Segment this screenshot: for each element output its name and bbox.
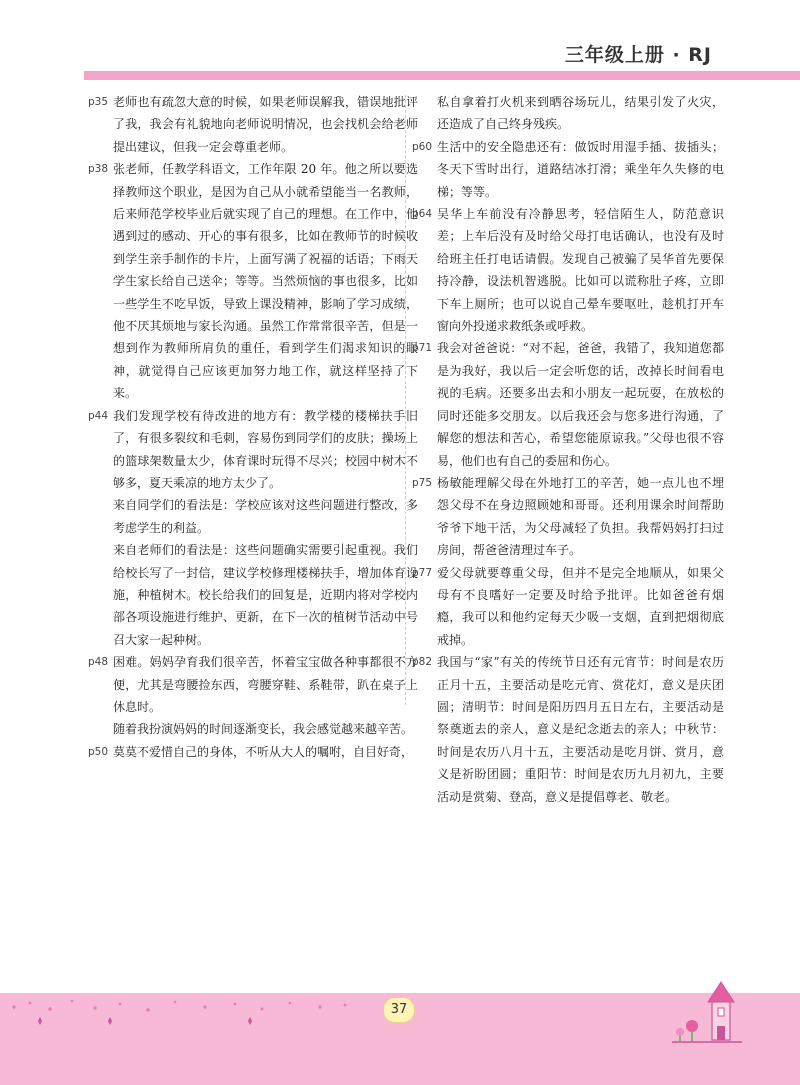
answer-entry-p38 bbox=[88, 158, 418, 404]
answer-text: 来自同学们的看法是：学校应该对这些问题进行整改，多考虑学生的利益。 bbox=[113, 498, 418, 535]
header-bar bbox=[84, 71, 800, 80]
answer-text: 困难。妈妈孕育我们很辛苦，怀着宝宝做各种事都很不方便，尤其是弯腰捡东西，弯腰穿鞋、系鞋带，趴在桌子上休息时。 bbox=[113, 655, 418, 714]
answer-text: 随着我扮演妈妈的时间逐渐变长，我会感觉越来越辛苦。 bbox=[113, 722, 414, 737]
page-ref: p77 bbox=[412, 566, 433, 579]
answer-entry-p77 bbox=[412, 562, 724, 652]
answer-text: 私自拿着打火机来到晒谷场玩儿，结果引发了火灾，还造成了自己终身残疾。 bbox=[437, 95, 724, 132]
answer-entry-p35 bbox=[88, 91, 418, 158]
page-number-badge: 37 bbox=[383, 997, 415, 1023]
answer-text: 老师也有疏忽大意的时候，如果老师误解我，错误地批评了我，我会有礼貌地向老师说明情况，也会找机会给老师提出建议，但我一定会尊重老师。 bbox=[113, 95, 418, 154]
answer-text: 杨敏能理解父母在外地打工的辛苦，她一点儿也不埋怨父母不在身边照顾她和哥哥。还利用课余时间帮助爷爷下地干活，为父母减轻了负担。我帮妈妈打扫过房间，帮爸爸清理过车子。 bbox=[437, 475, 724, 558]
answer-text: 我国与“家”有关的传统节日还有元宵节：时间是农历正月十五，主要活动是吃元宵、赏花灯，意义是庆团圆；清明节：时间是阳历四月五日左右，主要活动是祭奠逝去的亲人，意义是纪念逝去的亲人；中秋节：时间是农历八月十五，主要活动是吃月饼、赏月，意义是祈盼团圆；重阳节：时间是农历九月初九，主要活动是赏菊、登高，意义是提倡尊老、敬老。 bbox=[437, 655, 724, 804]
answer-entry-p44 bbox=[88, 405, 418, 651]
sparkle-dots-decoration bbox=[0, 995, 360, 1025]
answer-entry-p60 bbox=[412, 136, 724, 203]
answer-text: 生活中的安全隐患还有：做饭时用湿手插、拔插头；冬天下雪时出行，道路结冰打滑；乘坐年久失修的电梯；等等。 bbox=[437, 139, 724, 199]
answer-text: 爱父母就要尊重父母，但并不是完全地顺从，如果父母有不良嗜好一定要及时给予批评。比如爸爸有烟瘾，我可以和他约定每天少吸一支烟，直到把烟彻底戒掉。 bbox=[437, 565, 724, 647]
answer-entry-p50-cont bbox=[412, 91, 724, 136]
answer-entry-p71 bbox=[412, 337, 724, 471]
column-divider bbox=[405, 95, 406, 705]
page-ref: p44 bbox=[88, 409, 109, 422]
page-ref: p38 bbox=[88, 163, 109, 176]
header-title: 三年级上册 · RJ bbox=[564, 44, 712, 66]
page-ref: p82 bbox=[412, 656, 433, 669]
answer-text: 张老师，任教学科语文，工作年限 20 年。他之所以要选择教师这个职业，是因为自己从小就希望能当一名教师，后来师范学校毕业后就实现了自己的理想。在工作中，他遇到过的感动、开心的事有很多，比如在教师节的时候收到学生亲手制作的卡片，上面写满了祝福的话语；下雨天学生家长给自己送伞；等等。当然烦恼的事也很多，比如一些学生不吃早饭，导致上课没精神，影响了学习成绩，他不厌其烦地与家长沟通。虽然工作常常很辛苦，但是一想到作为教师所肩负的重任，看到学生们渴求知识的眼神，就觉得自己应该更加努力地工作，就这样坚持了下来。 bbox=[113, 162, 418, 401]
answer-entry-p82 bbox=[412, 651, 724, 808]
page-ref: p35 bbox=[88, 96, 109, 108]
castle-tower-decoration bbox=[672, 978, 742, 1048]
left-column bbox=[88, 91, 418, 763]
page-ref: p64 bbox=[412, 208, 433, 221]
page-ref: p75 bbox=[412, 476, 433, 489]
answer-text: 我们发现学校有待改进的地方有：教学楼的楼梯扶手旧了，有很多裂纹和毛刺，容易伤到同学们的皮肤；操场上的篮球架数量太少，体育课时玩得不尽兴；校园中树木不够多，夏天乘凉的地方太少了。 bbox=[113, 408, 418, 490]
page-ref: p60 bbox=[412, 140, 433, 153]
answer-text: 吴华上车前没有冷静思考，轻信陌生人，防范意识差；上车后没有及时给父母打电话确认，也没有及时给班主任打电话请假。发现自己被骗了吴华首先要保持冷静，设法机智逃脱。比如可以谎称肚子疼，立即下车上厕所；也可以说自己晕车要呕吐，趁机打开车窗向外投递求救纸条或呼救。 bbox=[437, 207, 724, 334]
right-column bbox=[412, 91, 724, 808]
answer-entry-p64 bbox=[412, 203, 724, 337]
answer-text: 我会对爸爸说：“对不起，爸爸，我错了，我知道您都是为我好，我以后一定会听您的话，改掉长时间看电视的毛病。还要多出去和小朋友一起玩耍，在放松的同时还能多交朋友。以后我还会与您多进行沟通，了解您的想法和苦心，希望您能原谅我。”父母也很不容易，他们也有自己的委屈和伤心。 bbox=[437, 341, 724, 468]
page-ref: p50 bbox=[88, 745, 109, 758]
answer-entry-p50 bbox=[88, 741, 418, 763]
answer-text: 来自老师们的看法是：这些问题确实需要引起重视。我们给校长写了一封信，建议学校修理楼梯扶手，增加体育设施，种植树木。校长给我们的回复是，近期内将对学校内部各项设施进行维护、更新，在下一次的植树节活动中号召大家一起种树。 bbox=[113, 543, 418, 647]
page-ref: p71 bbox=[412, 342, 433, 355]
answer-text: 莫莫不爱惜自己的身体，不听从大人的嘱咐，自目好奇， bbox=[113, 744, 414, 759]
answer-entry-p75 bbox=[412, 472, 724, 562]
answer-entry-p48 bbox=[88, 651, 418, 741]
page-ref: p48 bbox=[88, 656, 109, 669]
